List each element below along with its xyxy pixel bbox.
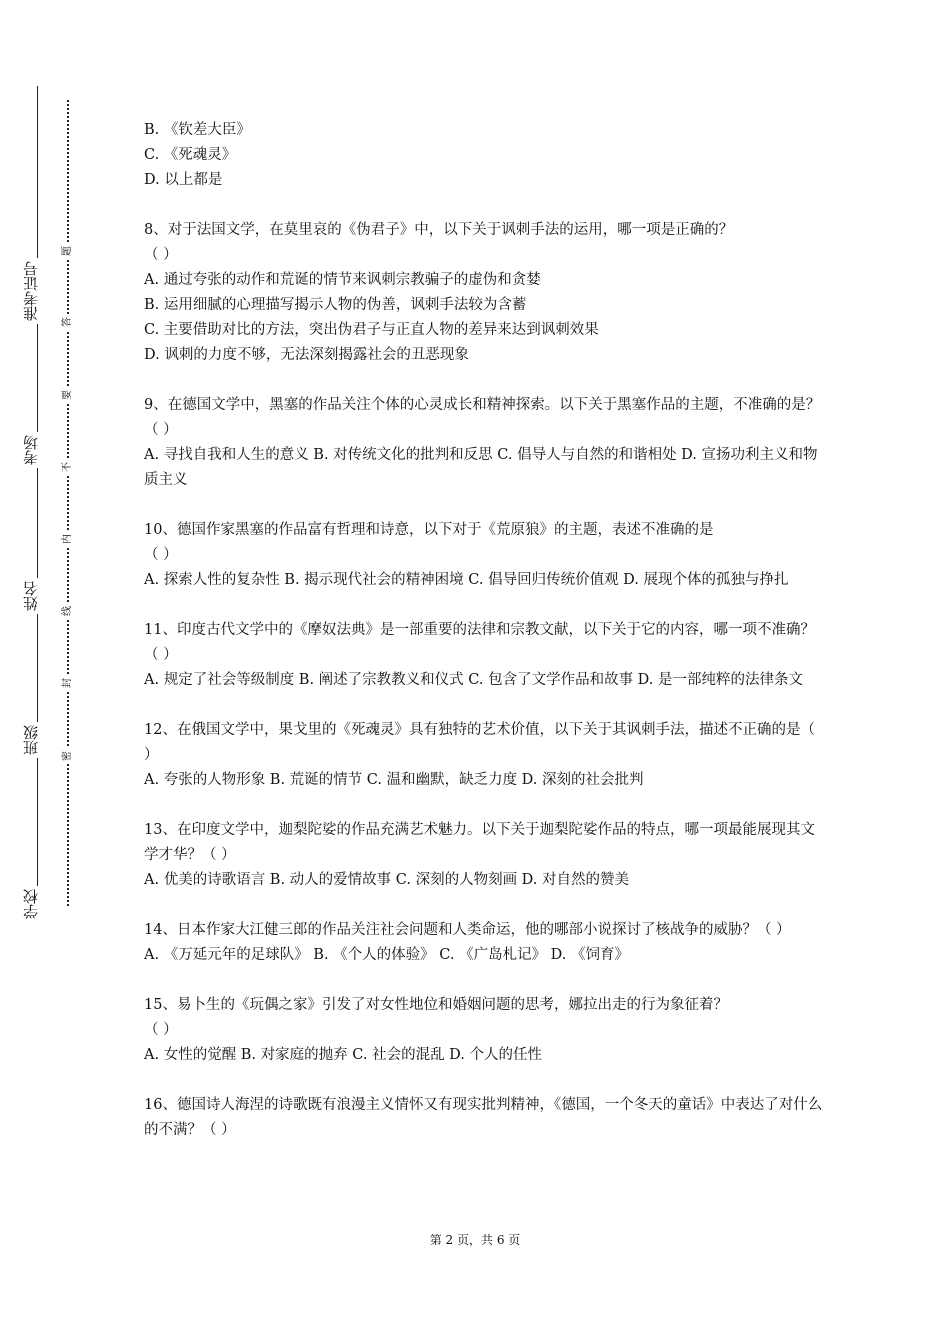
option: A. 通过夸张的动作和荒诞的情节来讽刺宗教骗子的虚伪和贪婪 <box>144 272 541 288</box>
seal-char: 要 <box>62 387 74 403</box>
option: C. 主要借助对比的方法，突出伪君子与正直人物的差异来达到讽刺效果 <box>144 322 599 338</box>
question-8 <box>144 218 824 368</box>
exam-room-label: 考场 <box>22 432 52 468</box>
question-options: A. 《万延元年的足球队》 B. 《个人的体验》 C. 《广岛札记》 D. 《饲育》 <box>144 947 630 963</box>
question-11 <box>144 618 824 693</box>
continued-options <box>144 118 824 193</box>
question-stem: 15、易卜生的《玩偶之家》引发了对女性地位和婚姻问题的思考，娜拉出走的行为象征着？ <box>144 997 728 1013</box>
class-label: 班级 <box>22 722 52 758</box>
question-9 <box>144 393 824 493</box>
seal-char: 内 <box>62 531 74 547</box>
seal-char: 不 <box>62 459 74 475</box>
question-10 <box>144 518 824 593</box>
question-options: A. 规定了社会等级制度 B. 阐述了宗教教义和仪式 C. 包含了文学作品和故事 D. 是一部纯粹的法律条文 <box>144 672 804 688</box>
binding-margin <box>0 0 110 1344</box>
option: B. 《钦差大臣》 <box>144 122 251 138</box>
question-14 <box>144 918 824 968</box>
option: D. 讽刺的力度不够，无法深刻揭露社会的丑恶现象 <box>144 347 469 363</box>
question-15 <box>144 993 824 1068</box>
name-label: 姓名 <box>22 578 52 614</box>
question-options: A. 寻找自我和人生的意义 B. 对传统文化的批判和反思 C. 倡导人与自然的和谐相处 D. 宣扬功利主义和物质主义 <box>144 447 818 488</box>
exam-id-label: 准考证号 <box>22 258 52 324</box>
answer-blank: （ ） <box>144 547 178 563</box>
question-stem: 11、印度古代文学中的《摩奴法典》是一部重要的法律和宗教文献，以下关于它的内容，哪一项不准确？（ ） <box>144 622 815 663</box>
question-stem: 8、对于法国文学，在莫里哀的《伪君子》中，以下关于讽刺手法的运用，哪一项是正确的？ <box>144 222 734 238</box>
seal-char: 题 <box>62 243 74 259</box>
page-footer: 第 2 页，共 6 页 <box>429 1233 521 1247</box>
seal-dotted-line <box>67 100 69 906</box>
binding-solid-line <box>37 86 38 916</box>
school-label: 学校 <box>22 886 52 922</box>
question-16 <box>144 1093 824 1143</box>
question-content <box>144 118 824 1143</box>
question-stem: 12、在俄国文学中，果戈里的《死魂灵》具有独特的艺术价值，以下关于其讽刺手法，描述不正确的是（ ） <box>144 722 815 763</box>
option: C. 《死魂灵》 <box>144 147 237 163</box>
seal-char: 线 <box>62 603 74 619</box>
answer-blank: （ ） <box>144 1022 178 1038</box>
seal-char: 密 <box>62 748 74 764</box>
question-13 <box>144 818 824 893</box>
question-stem: 9、在德国文学中，黑塞的作品关注个体的心灵成长和精神探索。以下关于黑塞作品的主题，不准确的是？（ ） <box>144 397 821 438</box>
answer-blank: （ ） <box>144 247 178 263</box>
question-12 <box>144 718 824 793</box>
question-stem: 13、在印度文学中，迦梨陀娑的作品充满艺术魅力。以下关于迦梨陀娑作品的特点，哪一项最能展现其文学才华？（ ） <box>144 822 815 863</box>
question-options: A. 夸张的人物形象 B. 荒诞的情节 C. 温和幽默，缺乏力度 D. 深刻的社会批判 <box>144 772 644 788</box>
question-options: A. 女性的觉醒 B. 对家庭的抛弃 C. 社会的混乱 D. 个人的任性 <box>144 1047 543 1063</box>
question-options: A. 优美的诗歌语言 B. 动人的爱情故事 C. 深刻的人物刻画 D. 对自然的赞美 <box>144 872 630 888</box>
question-stem: 16、德国诗人海涅的诗歌既有浪漫主义情怀又有现实批判精神，《德国，一个冬天的童话》中表达了对什么的不满？（ ） <box>144 1097 823 1138</box>
seal-char: 答 <box>62 314 74 330</box>
option: B. 运用细腻的心理描写揭示人物的伪善，讽刺手法较为含蓄 <box>144 297 527 313</box>
option: D. 以上都是 <box>144 172 223 188</box>
seal-char: 封 <box>62 675 74 691</box>
question-options: A. 探索人性的复杂性 B. 揭示现代社会的精神困境 C. 倡导回归传统价值观 D. 展现个体的孤独与挣扎 <box>144 572 789 588</box>
question-stem: 14、日本作家大江健三郎的作品关注社会问题和人类命运，他的哪部小说探讨了核战争的威胁？（ ） <box>144 922 791 938</box>
question-stem: 10、德国作家黑塞的作品富有哲理和诗意，以下对于《荒原狼》的主题，表述不准确的是 <box>144 522 714 538</box>
